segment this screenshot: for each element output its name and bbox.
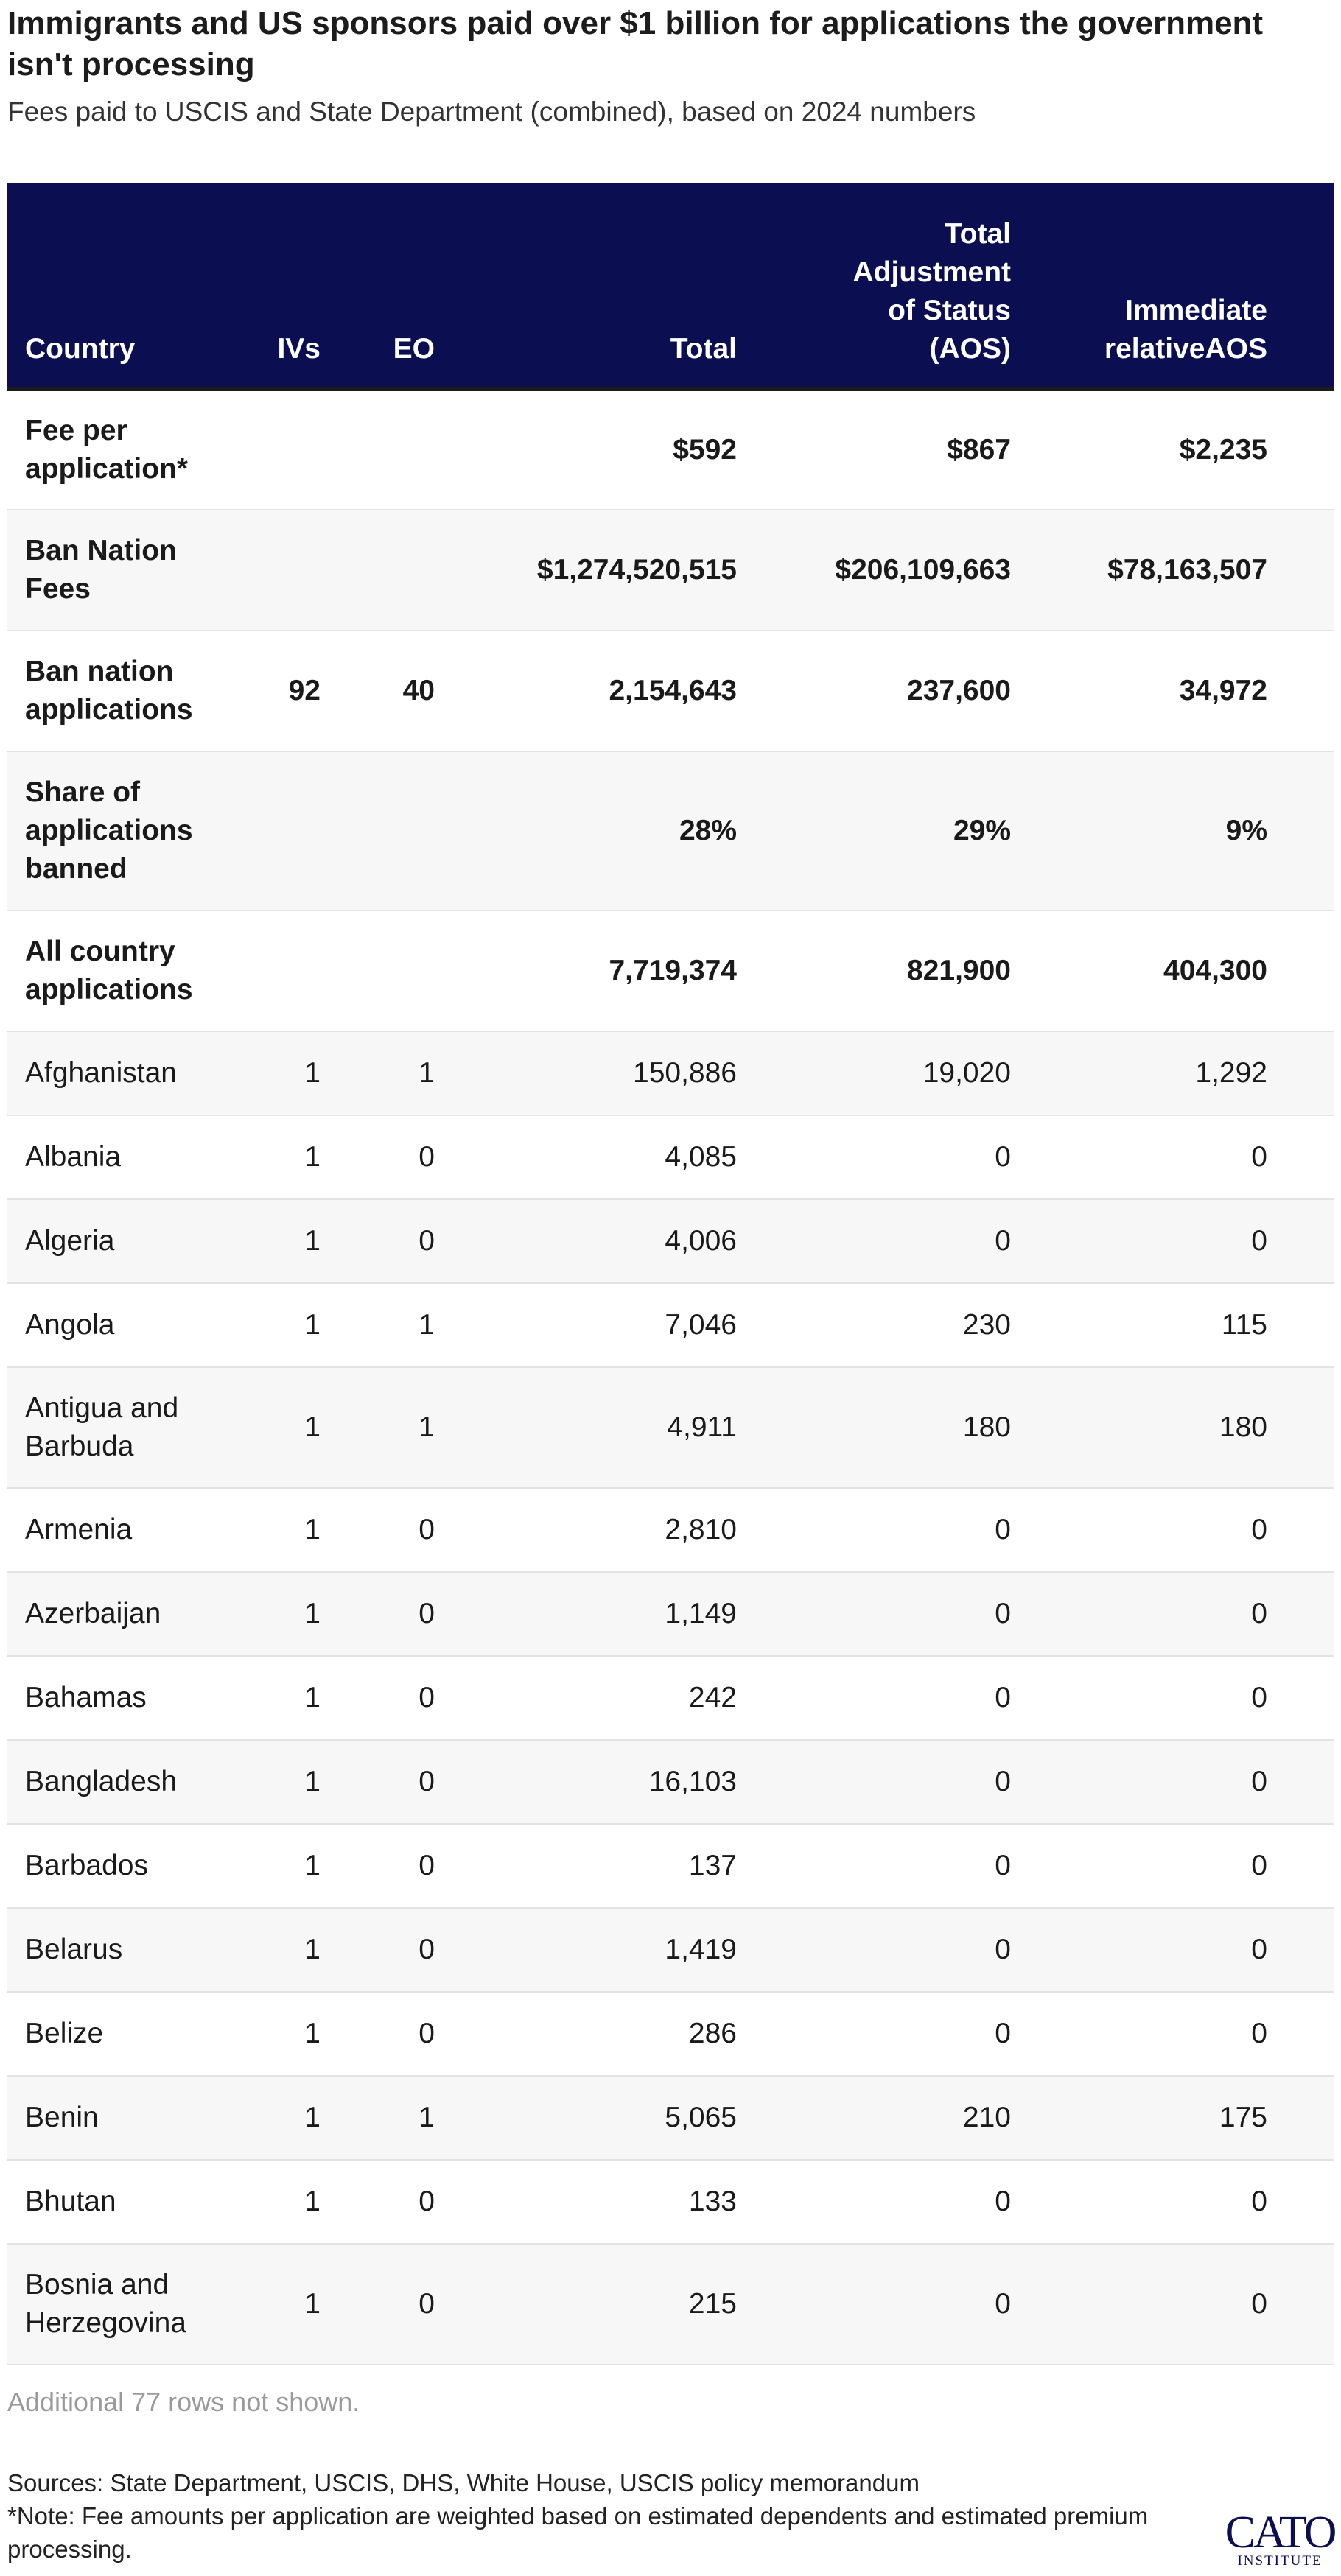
- row-label: [7, 389, 236, 510]
- cell-ivs: 1: [236, 1283, 321, 1367]
- column-header-eo[interactable]: EO: [321, 183, 435, 389]
- cell-immediate-relative-aos: 34,972: [1011, 631, 1267, 751]
- cell-aos: 0: [737, 1824, 1011, 1908]
- cell-immediate-relative-aos: 0: [1011, 2160, 1267, 2244]
- row-label-text: Ban Nation Fees: [25, 535, 177, 605]
- cell-ivs: [236, 510, 321, 631]
- cell-immediate-relative-aos: 0: [1011, 2244, 1267, 2365]
- cell-immediate-relative-aos: 404,300: [1011, 910, 1267, 1031]
- column-header-spacer: [1267, 183, 1334, 389]
- cell-total: 7,046: [435, 1283, 737, 1367]
- sources-text: Sources: State Department, USCIS, DHS, White House, USCIS policy memorandum: [7, 2469, 920, 2496]
- cell-total: 2,154,643: [435, 631, 737, 751]
- table-row: [7, 1740, 1334, 1824]
- cell-aos: 821,900: [737, 910, 1011, 1031]
- cell-total: 242: [435, 1656, 737, 1740]
- cell-spacer: [1267, 1283, 1334, 1367]
- cell-eo: [321, 389, 435, 510]
- table-row: [7, 1908, 1334, 1992]
- fee-note-text: *Note: Fee amounts per application are weighted based on estimated dependents and estimated premium processing.: [7, 2502, 1149, 2563]
- cell-ivs: [236, 389, 321, 510]
- table-row: [7, 1488, 1334, 1572]
- row-label: [7, 751, 236, 910]
- cell-immediate-relative-aos: $78,163,507: [1011, 510, 1267, 631]
- cato-institute-logo: [1217, 2503, 1341, 2569]
- cell-spacer: [1267, 1656, 1334, 1740]
- column-header-aos[interactable]: [737, 183, 1011, 389]
- row-label: [7, 1115, 236, 1199]
- cell-eo: [321, 751, 435, 910]
- cell-immediate-relative-aos: 115: [1011, 1283, 1267, 1367]
- cell-spacer: [1267, 751, 1334, 910]
- row-label: [7, 910, 236, 1031]
- cell-spacer: [1267, 1740, 1334, 1824]
- row-label-text: Barbados: [25, 1850, 148, 1881]
- cell-eo: 0: [321, 1572, 435, 1656]
- cell-aos: $867: [737, 389, 1011, 510]
- cell-ivs: 1: [236, 1115, 321, 1199]
- row-label: [7, 1824, 236, 1908]
- cell-spacer: [1267, 2244, 1334, 2365]
- cell-spacer: [1267, 2076, 1334, 2160]
- cell-ivs: 1: [236, 1199, 321, 1283]
- column-header-country[interactable]: Country: [7, 183, 236, 389]
- cell-ivs: 92: [236, 631, 321, 751]
- cell-total: 28%: [435, 751, 737, 910]
- cell-eo: 0: [321, 2244, 435, 2365]
- cell-eo: [321, 910, 435, 1031]
- cell-total: $592: [435, 389, 737, 510]
- cell-eo: 1: [321, 2076, 435, 2160]
- cell-aos: 230: [737, 1283, 1011, 1367]
- cell-eo: 0: [321, 1488, 435, 1572]
- cell-eo: 0: [321, 1992, 435, 2076]
- table-row: [7, 1656, 1334, 1740]
- cell-total: 215: [435, 2244, 737, 2365]
- row-label-text: Angola: [25, 1309, 115, 1341]
- cell-total: 150,886: [435, 1031, 737, 1115]
- cell-aos: 0: [737, 1115, 1011, 1199]
- cell-total: 137: [435, 1824, 737, 1908]
- cell-immediate-relative-aos: 0: [1011, 1740, 1267, 1824]
- cell-spacer: [1267, 1908, 1334, 1992]
- table-row: [7, 1992, 1334, 2076]
- cell-spacer: [1267, 910, 1334, 1031]
- row-label-text: Fee per application*: [25, 414, 189, 485]
- cell-ivs: 1: [236, 1031, 321, 1115]
- table-row: [7, 1283, 1334, 1367]
- row-label: [7, 1031, 236, 1115]
- cell-eo: [321, 510, 435, 631]
- cell-eo: 0: [321, 1908, 435, 1992]
- table-row: [7, 1199, 1334, 1283]
- cell-spacer: [1267, 1572, 1334, 1656]
- cell-immediate-relative-aos: 1,292: [1011, 1031, 1267, 1115]
- table-row: [7, 1031, 1334, 1115]
- cell-total: 4,006: [435, 1199, 737, 1283]
- cell-aos: 210: [737, 2076, 1011, 2160]
- cell-total: 4,911: [435, 1367, 737, 1488]
- footer-notes: [7, 2466, 1186, 2566]
- table-row: [7, 1367, 1334, 1488]
- row-label: [7, 1992, 236, 2076]
- summary-row: [7, 631, 1334, 751]
- cell-aos: $206,109,663: [737, 510, 1011, 631]
- cell-spacer: [1267, 1115, 1334, 1199]
- cell-immediate-relative-aos: 0: [1011, 1115, 1267, 1199]
- cell-aos: 180: [737, 1367, 1011, 1488]
- cell-ivs: 1: [236, 1488, 321, 1572]
- row-label-text: Belize: [25, 2018, 104, 2049]
- cell-ivs: 1: [236, 2076, 321, 2160]
- cell-total: 286: [435, 1992, 737, 2076]
- cell-total: 1,419: [435, 1908, 737, 1992]
- chart-title: Immigrants and US sponsors paid over $1 billion for applications the government isn't processing: [7, 5, 1264, 83]
- table-row: [7, 2160, 1334, 2244]
- cell-aos: 0: [737, 1908, 1011, 1992]
- row-label-text: Albania: [25, 1141, 122, 1173]
- cell-spacer: [1267, 1367, 1334, 1488]
- table-row: [7, 1824, 1334, 1908]
- row-label-text: Bhutan: [25, 2186, 116, 2217]
- row-label: [7, 1656, 236, 1740]
- cell-aos: 0: [737, 1740, 1011, 1824]
- summary-row: [7, 910, 1334, 1031]
- row-label-text: Belarus: [25, 1934, 123, 1965]
- cell-eo: 1: [321, 1283, 435, 1367]
- cell-total: 16,103: [435, 1740, 737, 1824]
- row-label-text: Armenia: [25, 1514, 133, 1545]
- cell-total: 2,810: [435, 1488, 737, 1572]
- chart-subtitle: Fees paid to USCIS and State Department (combined), based on 2024 numbers: [7, 96, 976, 127]
- row-label-text: Azerbaijan: [25, 1598, 161, 1629]
- row-label-text: Ban nation applications: [25, 656, 193, 726]
- row-label-text: Algeria: [25, 1225, 115, 1257]
- cell-aos: 0: [737, 1488, 1011, 1572]
- row-label-text: Bahamas: [25, 1682, 147, 1713]
- cell-spacer: [1267, 1199, 1334, 1283]
- summary-row: [7, 751, 1334, 910]
- table-row: [7, 1115, 1334, 1199]
- cell-spacer: [1267, 1824, 1334, 1908]
- cell-spacer: [1267, 389, 1334, 510]
- cell-eo: 40: [321, 631, 435, 751]
- cell-spacer: [1267, 1992, 1334, 2076]
- summary-row: [7, 510, 1334, 631]
- row-label: [7, 2160, 236, 2244]
- cell-aos: 0: [737, 2160, 1011, 2244]
- logo-wordmark: CATO: [1225, 2507, 1335, 2558]
- cell-ivs: 1: [236, 1740, 321, 1824]
- cell-spacer: [1267, 1031, 1334, 1115]
- cell-aos: 0: [737, 1572, 1011, 1656]
- cell-total: 5,065: [435, 2076, 737, 2160]
- cell-eo: 0: [321, 1740, 435, 1824]
- row-label-text: Bosnia and Herzegovina: [25, 2269, 186, 2339]
- cell-spacer: [1267, 510, 1334, 631]
- cell-eo: 0: [321, 1115, 435, 1199]
- cell-ivs: [236, 910, 321, 1031]
- row-label: [7, 1488, 236, 1572]
- cell-immediate-relative-aos: $2,235: [1011, 389, 1267, 510]
- cell-aos: 19,020: [737, 1031, 1011, 1115]
- cell-eo: 0: [321, 2160, 435, 2244]
- row-label: [7, 1740, 236, 1824]
- cell-ivs: 1: [236, 1656, 321, 1740]
- cell-spacer: [1267, 2160, 1334, 2244]
- cell-eo: 1: [321, 1367, 435, 1488]
- cell-immediate-relative-aos: 0: [1011, 1488, 1267, 1572]
- cell-aos: 0: [737, 2244, 1011, 2365]
- row-label: [7, 2076, 236, 2160]
- cell-eo: 0: [321, 1824, 435, 1908]
- cell-immediate-relative-aos: 180: [1011, 1367, 1267, 1488]
- cell-ivs: 1: [236, 1992, 321, 2076]
- data-table: [7, 183, 1334, 2365]
- cell-ivs: [236, 751, 321, 910]
- cell-eo: 1: [321, 1031, 435, 1115]
- table-body: [7, 389, 1334, 2365]
- row-label: [7, 1908, 236, 1992]
- cell-aos: 29%: [737, 751, 1011, 910]
- row-label: [7, 631, 236, 751]
- cell-immediate-relative-aos: 0: [1011, 1908, 1267, 1992]
- cell-total: 1,149: [435, 1572, 737, 1656]
- cell-aos: 0: [737, 1992, 1011, 2076]
- logo-subtext: INSTITUTE: [1237, 2553, 1323, 2569]
- table-row: [7, 2244, 1334, 2365]
- cell-aos: 0: [737, 1656, 1011, 1740]
- cell-aos: 0: [737, 1199, 1011, 1283]
- summary-row: [7, 389, 1334, 510]
- cell-ivs: 1: [236, 2244, 321, 2365]
- row-label-text: Afghanistan: [25, 1057, 177, 1089]
- row-label-text: Benin: [25, 2102, 99, 2133]
- table-row: [7, 1572, 1334, 1656]
- cell-immediate-relative-aos: 0: [1011, 1656, 1267, 1740]
- cell-immediate-relative-aos: 9%: [1011, 751, 1267, 910]
- cell-ivs: 1: [236, 1572, 321, 1656]
- cell-total: 133: [435, 2160, 737, 2244]
- column-header-ivs[interactable]: IVs: [236, 183, 321, 389]
- cell-spacer: [1267, 1488, 1334, 1572]
- row-label: [7, 510, 236, 631]
- column-header-immediate-relative-aos[interactable]: [1011, 183, 1267, 389]
- cell-ivs: 1: [236, 1367, 321, 1488]
- column-header-aos-label: Total Adjustment of Status (AOS): [852, 217, 1011, 365]
- row-label-text: Antigua and Barbuda: [25, 1392, 179, 1462]
- header-row: [7, 183, 1334, 389]
- cell-ivs: 1: [236, 1908, 321, 1992]
- row-label-text: All country applications: [25, 936, 193, 1006]
- row-label: [7, 1367, 236, 1488]
- row-label-text: Bangladesh: [25, 1766, 178, 1797]
- cell-spacer: [1267, 631, 1334, 751]
- cell-total: 4,085: [435, 1115, 737, 1199]
- column-header-total[interactable]: Total: [435, 183, 737, 389]
- cell-total: $1,274,520,515: [435, 510, 737, 631]
- rows-not-shown-note: Additional 77 rows not shown.: [7, 2387, 360, 2417]
- cell-eo: 0: [321, 1656, 435, 1740]
- row-label: [7, 2244, 236, 2365]
- cell-total: 7,719,374: [435, 910, 737, 1031]
- cell-immediate-relative-aos: 0: [1011, 1199, 1267, 1283]
- cell-eo: 0: [321, 1199, 435, 1283]
- cell-ivs: 1: [236, 2160, 321, 2244]
- row-label-text: Share of applications banned: [25, 776, 193, 885]
- cell-immediate-relative-aos: 0: [1011, 1992, 1267, 2076]
- cell-immediate-relative-aos: 0: [1011, 1824, 1267, 1908]
- row-label: [7, 1572, 236, 1656]
- cell-immediate-relative-aos: 0: [1011, 1572, 1267, 1656]
- table-row: [7, 2076, 1334, 2160]
- row-label: [7, 1199, 236, 1283]
- column-header-immediate-relative-aos-label: Immediate relativeAOS: [1104, 294, 1267, 365]
- cell-ivs: 1: [236, 1824, 321, 1908]
- row-label: [7, 1283, 236, 1367]
- cell-immediate-relative-aos: 175: [1011, 2076, 1267, 2160]
- cell-aos: 237,600: [737, 631, 1011, 751]
